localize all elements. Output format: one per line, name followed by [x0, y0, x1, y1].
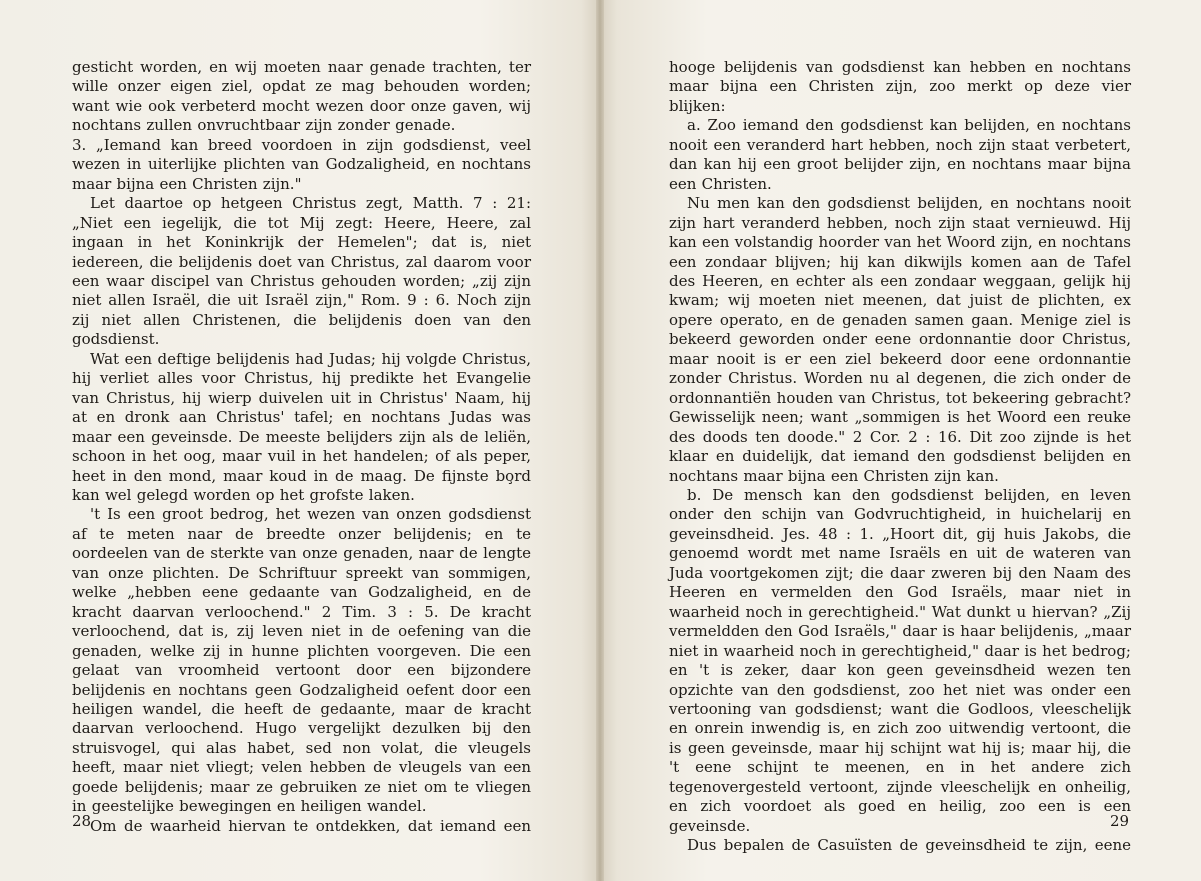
book-gutter — [596, 0, 604, 881]
left-page-text — [72, 58, 531, 836]
paragraph: a. Zoo iemand den godsdienst kan belijden, en nochtans nooit een veranderd hart hebben, noch zijn staat verbetert, dan kan hij een groot belijder zijn, en nochtans maar bijna een Christen. — [669, 116, 1131, 193]
paragraph: Let daartoe op hetgeen Christus zegt, Matth. 7 : 21: „Niet een iegelijk, die tot Mij zegt: Heere, Heere, zal ingaan in het Koninkrijk der Hemelen"; dat is, niet iedereen, die belijdenis doet van Christus, zal daarom voor een waar discipel van Christus gehouden worden; „zij zijn niet allen Israël, die uit Israël zijn," Rom. 9 : 6. Noch zijn zij niet allen Christenen, die belijdenis doen van den godsdienst. — [72, 194, 531, 349]
paragraph: 3. „Iemand kan breed voordoen in zijn godsdienst, veel wezen in uiterlijke plichten van Godzaligheid, en nochtans maar bijna een Christen zijn." — [72, 135, 531, 193]
left-page — [0, 0, 599, 881]
paragraph: Wat een deftige belijdenis had Judas; hij volgde Christus, hij verliet alles voor Christus, hij predikte het Evangelie van Christus, hij wierp duivelen uit in Christus' Naam, hij at en dronk aan Christus' tafel; en nochtans Judas was maar een geveinsde. De meeste belijders zijn als de leliën, schoon in het oog, maar vuil in het handelen; of als peper, heet in den mond, maar koud in de maag. De fijnste bo̧rd kan wel gelegd worden op het grofste laken. — [72, 349, 531, 504]
right-page-text — [669, 58, 1131, 856]
paragraph: hooge belijdenis van godsdienst kan hebben en nochtans maar bijna een Christen zijn, zoo merkt op deze vier blijken: — [669, 58, 1131, 115]
paragraph: Nu men kan den godsdienst belijden, en nochtans nooit zijn hart veranderd hebben, noch zijn staat vernieuwd. Hij kan een volstandig hoorder van het Woord zijn, en nochtans een zondaar blijven; hij kan dikwijls komen aan de Tafel des Heeren, en echter als een zondaar weggaan, gelijk hij kwam; wij moeten niet meenen, dat juist de plichten, ex opere operato, en de genaden samen gaan. Menige ziel is bekeerd geworden onder eene ordonnantie door Christus, maar nooit is er een ziel bekeerd door eene ordonnantie zonder Christus. Worden nu al degenen, die zich onder de ordonnantiën houden van Christus, tot bekeering gebracht? Gewisselijk neen; want „sommigen is het Woord een reuke des doods ten doode." 2 Cor. 2 : 16. Dit zoo zijnde is het klaar en duidelijk, dat iemand den godsdienst belijden en nochtans maar bijna een Christen zijn kan. — [669, 194, 1131, 485]
paragraph: gesticht worden, en wij moeten naar genade trachten, ter wille onzer eigen ziel, opdat ze mag behouden worden; want wie ook verbeterd mocht wezen door onze gaven, wij nochtans zullen onvruchtbaar zijn zonder genade. — [72, 58, 531, 135]
paragraph: 't Is een groot bedrog, het wezen van onzen godsdienst af te meten naar de breedte onzer belijdenis; en te oordeelen van de sterkte van onze genaden, naar de lengte van onze plichten. De Schriftuur spreekt van sommigen, welke „hebben eene gedaante van Godzaligheid, en de kracht daarvan verloochend." 2 Tim. 3 : 5. De kracht verloochend, dat is, zij leven niet in de oefening van die genaden, welke zij in hunne plichten voorgeven. Die een gelaat van vroomheid vertoont door een bijzondere belijdenis en nochtans geen Godzaligheid oefent door een heiligen wandel, die heeft de gedaante, maar de kracht daarvan verloochend. Hugo vergelijkt dezulken bij den struisvogel, qui alas habet, sed non volat, die vleugels heeft, maar niet vliegt; velen hebben de vleugels van een goede belijdenis; maar ze gebruiken ze niet om te vliegen in geestelijke bewegingen en heiligen wandel. — [72, 505, 531, 816]
paragraph: b. De mensch kan den godsdienst belijden, en leven onder den schijn van Godvruchtigheid, in huichelarij en geveinsdheid. Jes. 48 : 1. „Hoort dit, gij huis Jakobs, die genoemd wordt met name Israëls en uit de wateren van Juda voortgekomen zijt; die daar zweren bij den Naam des Heeren en vermelden den God Israëls, maar niet in waarheid noch in gerechtigheid." Wat dunkt u hiervan? „Zij vermeldden den God Israëls," daar is haar belijdenis, „maar niet in waarheid noch in gerechtigheid," daar is het bedrog; en 't is zeker, daar kon geen geveinsdheid wezen ten opzichte van den godsdienst, zoo het niet was onder een vertooning van godsdienst; want die Godloos, vleeschelijk en onrein inwendig is, en zich zoo uitwendig vertoont, die is geen geveinsde, maar hij schijnt wat hij is; maar hij, die 't eene schijnt te meenen, en in het andere zich tegenovergesteld vertoont, zijnde vleeschelijk en onheilig, en zich voordoet als goed en heilig, zoo een is een geveinsde. — [669, 485, 1131, 835]
right-page-number: 29 — [1110, 812, 1130, 830]
paragraph: Om de waarheid hiervan te ontdekken, dat iemand een — [90, 816, 531, 835]
paragraph: Dus bepalen de Casuïsten de geveinsdheid te zijn, eene — [687, 836, 1131, 855]
left-page-number: 28 — [72, 812, 92, 830]
